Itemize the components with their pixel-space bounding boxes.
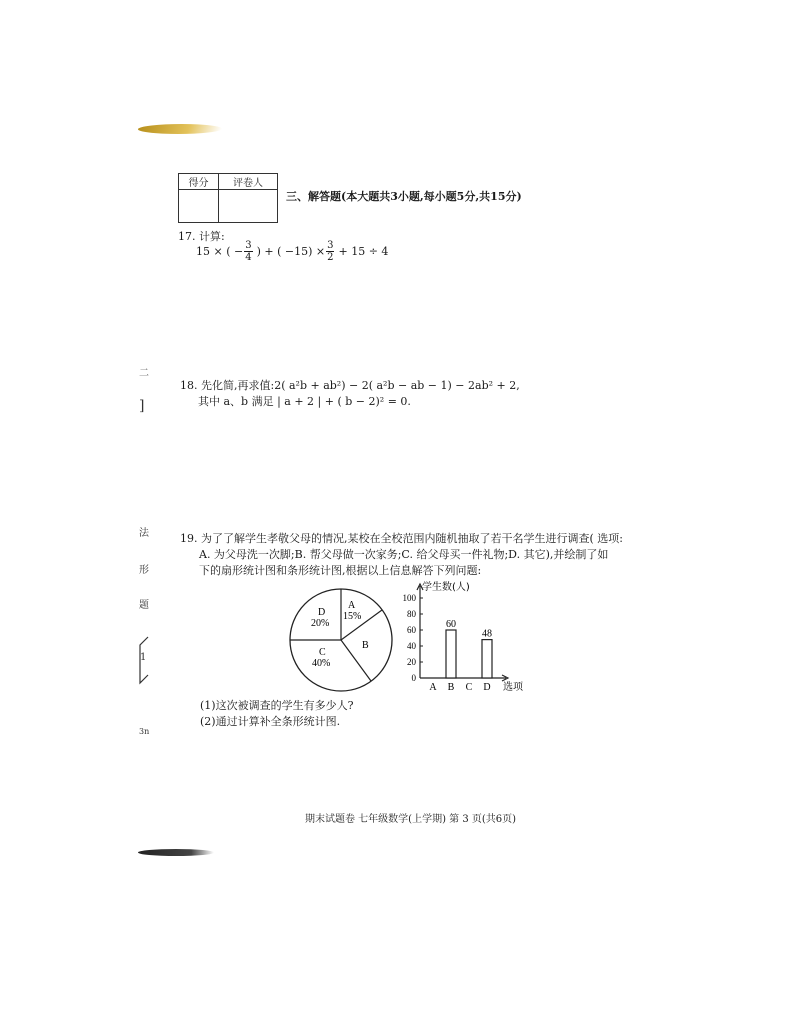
- side-mark: 1: [140, 652, 147, 663]
- pie-label-B: B: [362, 640, 369, 651]
- side-mark: 3n: [139, 727, 150, 736]
- grader-header: 评卷人: [219, 174, 277, 190]
- side-mark: 法: [139, 528, 149, 539]
- side-mark: 二: [139, 368, 149, 379]
- q17-expr-a: 15 × ( −: [196, 245, 244, 258]
- y-tick-label: 80: [407, 609, 416, 619]
- side-mark: 题: [139, 600, 149, 611]
- section-title: 三、解答题(本大题共3小题,每小题5分,共15分): [286, 190, 522, 203]
- bar-chart: [396, 578, 536, 698]
- score-box: [178, 173, 278, 223]
- bar: [446, 630, 456, 678]
- y-tick-label: 0: [411, 673, 416, 683]
- fraction-3-2: $\frac{3}{2}$: [327, 240, 334, 263]
- q18-line2: 其中 a、b 满足 | a + 2 | + ( b − 2)² = 0.: [198, 395, 411, 408]
- bar: [482, 640, 492, 678]
- gold-brush-stroke: [136, 124, 224, 134]
- pie-chart: [286, 585, 396, 695]
- side-bracket-icon: [136, 635, 152, 685]
- y-tick-label: 60: [407, 625, 416, 635]
- q19-sub2: (2)通过计算补全条形统计图.: [200, 715, 341, 728]
- x-tick-label: A: [429, 682, 437, 693]
- q18-line1: 18. 先化简,再求值:2( a²b + ab²) − 2( a²b − ab − 1) − 2ab² + 2,: [180, 379, 520, 392]
- x-tick-label: C: [465, 682, 473, 693]
- bar-data-label: 48: [482, 628, 492, 640]
- pie-pct-A: 15%: [343, 611, 362, 622]
- q17-expr-c: + 15 ÷ 4: [338, 245, 389, 258]
- grader-cell: [219, 190, 277, 222]
- page-footer: 期末试题卷 七年级数学(上学期) 第 3 页(共6页): [305, 814, 517, 825]
- score-header: 得分: [179, 174, 219, 190]
- q17-expr-b: ) + ( −15) ×: [256, 245, 326, 258]
- q19-sub1: (1)这次被调查的学生有多少人?: [200, 699, 354, 712]
- y-tick-label: 20: [407, 657, 416, 667]
- dark-brush-stroke: [138, 849, 214, 856]
- x-axis-label: 选项: [503, 682, 523, 693]
- q19-line3: 下的扇形统计图和条形统计图,根据以上信息解答下列问题:: [199, 564, 482, 577]
- pie-pct-C: 40%: [312, 658, 331, 669]
- pie-label-D: D: [318, 607, 326, 618]
- pie-pct-D: 20%: [311, 618, 330, 629]
- x-tick-label: D: [483, 682, 491, 693]
- score-cell: [179, 190, 219, 222]
- y-tick-label: 100: [402, 593, 416, 603]
- fraction-3-4: $\frac{3}{4}$: [245, 240, 252, 263]
- q19-line1: 19. 为了了解学生孝敬父母的情况,某校在全校范围内随机抽取了若干名学生进行调查( 选项:: [180, 532, 623, 545]
- side-mark: ]: [139, 398, 145, 414]
- q17-expression: [196, 240, 388, 263]
- pie-label-A: A: [348, 600, 356, 611]
- y-axis-label: 学生数(人): [422, 582, 470, 593]
- q17-label: 17. 计算:: [178, 230, 225, 243]
- x-tick-label: B: [447, 682, 455, 693]
- y-tick-label: 40: [407, 641, 416, 651]
- side-mark: 形: [139, 565, 149, 576]
- q19-line2: A. 为父母洗一次脚;B. 帮父母做一次家务;C. 给父母买一件礼物;D. 其它),并绘制了如: [199, 548, 609, 561]
- pie-label-C: C: [319, 647, 326, 658]
- bar-data-label: 60: [446, 619, 456, 630]
